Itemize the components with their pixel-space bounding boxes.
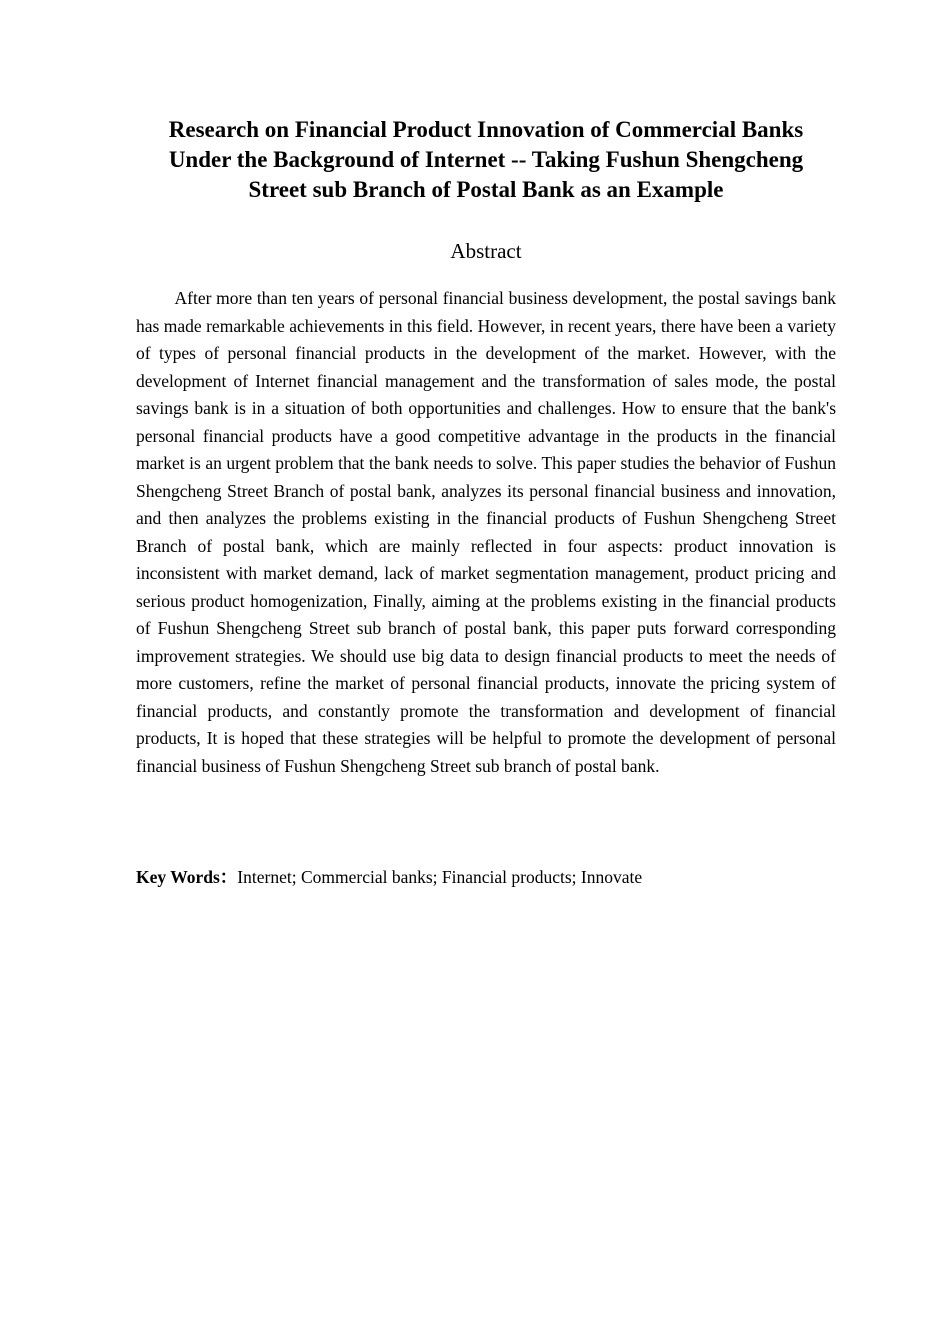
abstract-heading: Abstract	[450, 239, 522, 263]
keywords-line	[136, 864, 836, 891]
paper-title: Research on Financial Product Innovation of Commercial Banks Under the Background of Internet -- Taking Fushun Shengcheng Street sub Branch of Postal Bank as an Example	[168, 117, 804, 202]
keywords-text: Internet; Commercial banks; Financial products; Innovate	[237, 867, 643, 887]
keywords-label: Key Words：	[136, 867, 238, 887]
abstract-paragraph: After more than ten years of personal financial business development, the postal savings bank has made remarkable achievements in this field. However, in recent years, there have been a variety of types of personal financial products in the development of the market. However, with the development of Internet financial management and the transformation of sales mode, the postal savings bank is in a situation of both opportunities and challenges. How to ensure that the bank's personal financial products have a good competitive advantage in the products in the financial market is an urgent problem that the bank needs to solve. This paper studies the behavior of Fushun Shengcheng Street Branch of postal bank, analyzes its personal financial business and innovation, and then analyzes the problems existing in the financial products of Fushun Shengcheng Street Branch of postal bank, which are mainly reflected in four aspects: product innovation is inconsistent with market demand, lack of market segmentation management, product pricing and serious product homogenization, Finally, aiming at the problems existing in the financial products of Fushun Shengcheng Street sub branch of postal bank, this paper puts forward corresponding improvement strategies. We should use big data to design financial products to meet the needs of more customers, refine the market of personal financial products, innovate the pricing system of financial products, and constantly promote the transformation and development of financial products, It is hoped that these strategies will be helpful to promote the development of personal financial business of Fushun Shengcheng Street sub branch of postal bank.	[136, 288, 836, 776]
